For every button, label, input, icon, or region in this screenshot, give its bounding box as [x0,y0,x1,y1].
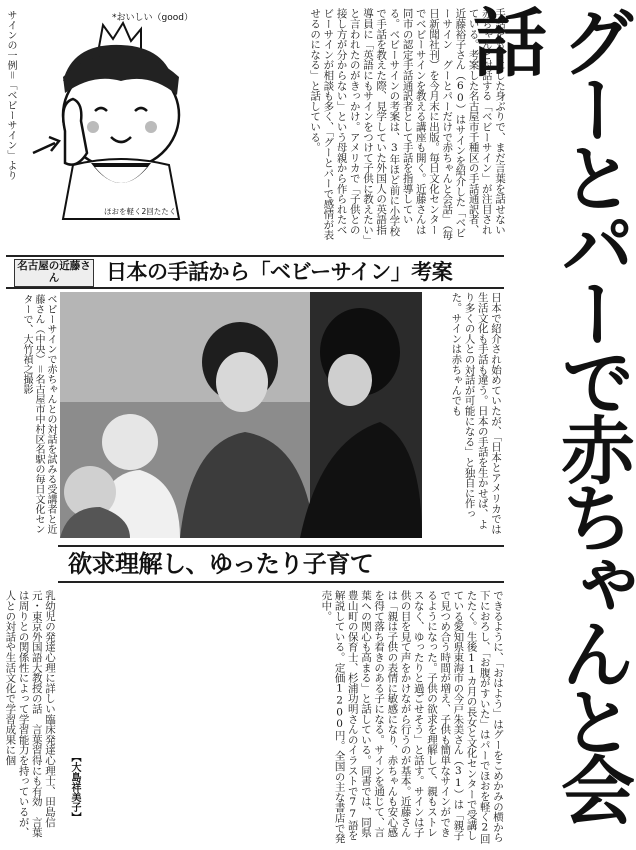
news-photo [60,292,422,538]
section-heading-band [58,545,504,583]
byline: 【大島祥美子】 [69,752,80,822]
subheadline-title: 日本の手話から「ベビーサイン」考案 [106,260,453,284]
photo-image [60,292,422,538]
illustration-label: *おいしい（good） [112,13,193,23]
expert-comment: 乳幼児の発達心理に詳しい臨床発達心理士、田島信元・東京外国語大教授の話 言葉習得にも有効 言葉は周りとの関係性によって学習能力を持っているが、人との対話や生活文化で学習成果に個 [4,590,56,838]
illustration [2,2,202,232]
photo-caption: ベビーサインで赤ちゃんとの対話を試みる受講者と近藤さん（中央）＝名古屋市中村区名駅の毎日文化センターで、大竹禎之撮影 [21,294,56,534]
subheadline-tag: 名古屋の近藤さん [14,259,94,287]
article-body-mid: 日本で紹介され始めていたが、「日本とアメリカでは生活文化も手話も違う。日本の手話を生かせば、より多くの人との対話が可能になる」と独自に作った。サインは赤ちゃんでも [450,292,502,534]
illustration-caption: ほおを軽く2回たたく [104,207,177,216]
subheadline-band [6,255,504,289]
article-body-bottom: できるように、「おはよう」はグーをこめかみの横から下におろし、「お腹がすいた」はパーでほおを軽く2回たたく。生後11カ月の長女と文化センターで受講している愛知県東海市の今戸朱美さん（31）は「親子で見つめ合う時間が増え、子供も簡単なサインができるようになった。子供の欲求を理解して、親もストレスなく、ゆったりと過ごせそう」と話す。サインは子供の目を見て声をかけながら行うのが基本。近藤さんは「親は子供の表情に敏感になり、赤ちゃんも安心感を得て落ち着きのある子になる。サインを通じて、言葉への関心も高まる」と話している。同書では、同県豊山町の保育士、杉浦功明さんのイラストで77語を解説している。定価1200円。全国の主な書店で発売中。 [320,590,504,844]
section-heading: 欲求理解し、ゆったり子育て [68,550,374,578]
article-body-top: 手話をもとにした身ぶりで、まだ言葉を話せない赤ちゃんと対話する「ベビーサイン」が注目されている。考案した名古屋市千種区の手話通訳者、近藤裕子さん（60）はサインを紹介した「ベビーサイン グーとパーだけで赤ちゃんと会話」（毎日新聞社刊）を今月末に出版。毎日文化センターでベビーサインを教える講座も開く。近藤さんは同市の認定手話通訳者として手話を指導している。ベビーサインの考案は、3年ほど前に小学校で手話を教えた際、見学していた外国人の英語指導員に「英語にもサインをつけて子供に教えたい」と言われたのがきっかけ。アメリカで「子供との接し方が分からない」という母親から作られたベビーサインが相談も多く、「グーとパーで感情が表せるのになる」と話している。 [309,8,506,240]
illustration-side-caption: サインの一例＝「ベビーサイン」より [5,10,16,180]
headline-text: グーとパーで赤ちゃんと会話 [461,4,635,820]
baby-sign-illustration [3,3,201,231]
